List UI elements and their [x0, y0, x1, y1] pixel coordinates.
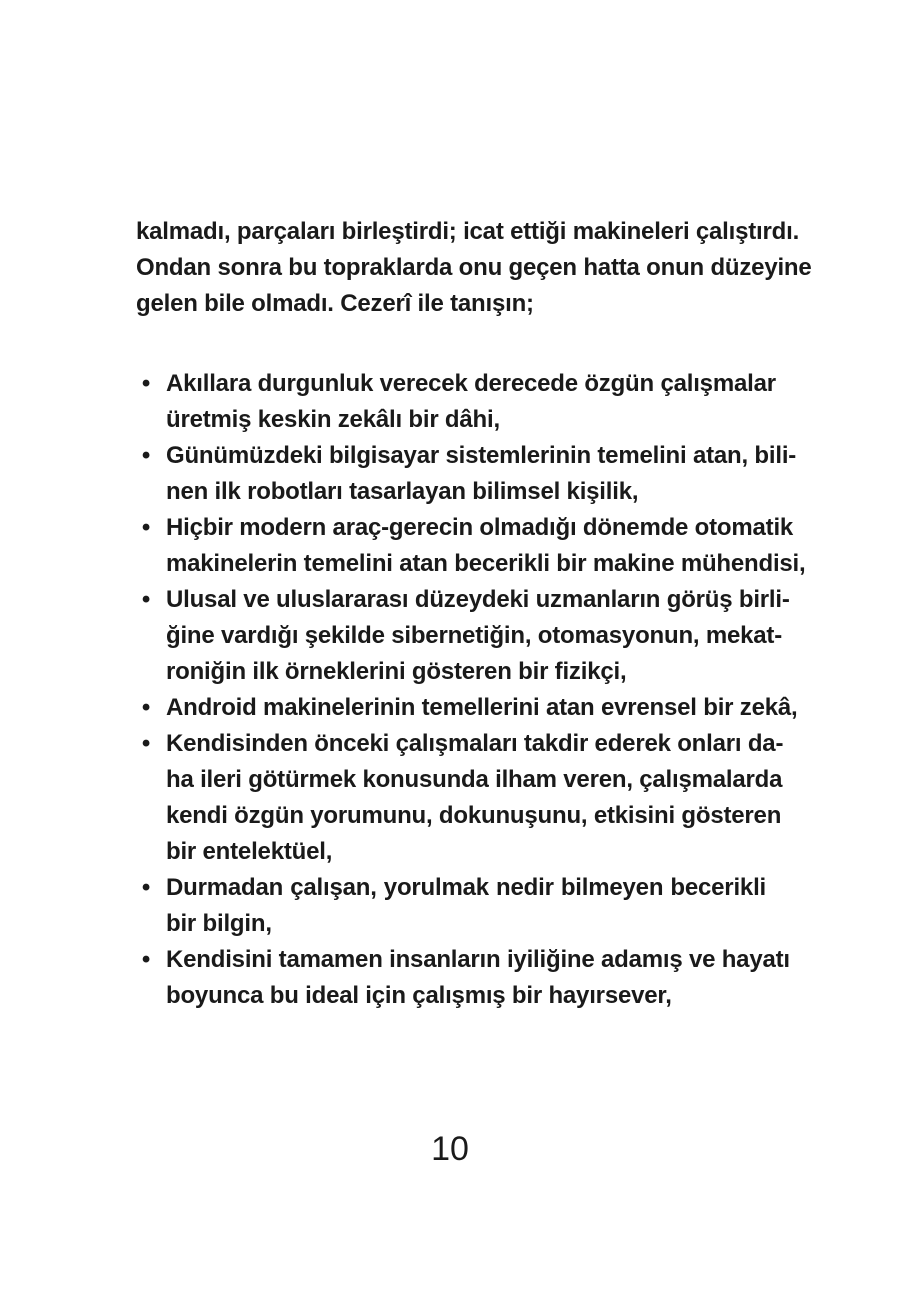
list-item-line: Ulusal ve uluslararası düzeydeki uzmanların görüş birli- [166, 586, 790, 613]
list-item-line: Akıllara durgunluk verecek derecede özgün çalışmalar [166, 370, 776, 397]
bullet-marker: • [141, 730, 151, 757]
bullet-marker: • [141, 874, 151, 901]
list-item [136, 582, 790, 690]
bullet-marker: • [141, 442, 151, 469]
intro-paragraph [136, 214, 812, 322]
list-item-line: kendi özgün yorumunu, dokunuşunu, etkisini gösteren [166, 802, 782, 829]
list-item [136, 870, 766, 942]
list-item [136, 510, 806, 582]
list-item-line: makinelerin temelini atan becerikli bir makine mühendisi, [166, 550, 806, 577]
intro-line: Ondan sonra bu topraklarda onu geçen hatta onun düzeyine [136, 254, 812, 281]
list-item-line: bir entelektüel, [166, 838, 333, 865]
list-item-line: Kendisinden önceki çalışmaları takdir ederek onları da- [166, 730, 784, 757]
intro-line: kalmadı, parçaları birleştirdi; icat ettiği makineleri çalıştırdı. [136, 218, 800, 245]
list-item [136, 726, 784, 870]
list-item-line: Kendisini tamamen insanların iyiliğine adamış ve hayatı [166, 946, 790, 973]
list-item-line: Durmadan çalışan, yorulmak nedir bilmeyen becerikli [166, 874, 766, 901]
list-item-line: nen ilk robotları tasarlayan bilimsel kişilik, [166, 478, 639, 505]
bullet-marker: • [141, 514, 151, 541]
list-item-line: boyunca bu ideal için çalışmış bir hayırsever, [166, 982, 672, 1009]
list-item-line: ha ileri götürmek konusunda ilham veren, çalışmalarda [166, 766, 783, 793]
bullet-list [136, 366, 806, 1014]
list-item-line: bir bilgin, [166, 910, 272, 937]
list-item [136, 942, 790, 1014]
list-item-line: roniğin ilk örneklerini gösteren bir fizikçi, [166, 658, 627, 685]
list-item [136, 438, 797, 510]
list-item-line: üretmiş keskin zekâlı bir dâhi, [166, 406, 500, 433]
list-item-line: Hiçbir modern araç-gerecin olmadığı dönemde otomatik [166, 514, 794, 541]
list-item [136, 690, 798, 726]
bullet-marker: • [141, 370, 151, 397]
list-item [136, 366, 776, 438]
list-item-line: Android makinelerinin temellerini atan evrensel bir zekâ, [166, 694, 798, 721]
intro-line: gelen bile olmadı. Cezerî ile tanışın; [136, 290, 534, 317]
bullet-marker: • [141, 694, 151, 721]
bullet-marker: • [141, 946, 151, 973]
list-item-line: Günümüzdeki bilgisayar sistemlerinin temelini atan, bili- [166, 442, 797, 469]
page-number: 10 [431, 1130, 469, 1168]
bullet-marker: • [141, 586, 151, 613]
list-item-line: ğine vardığı şekilde sibernetiğin, otomasyonun, mekat- [166, 622, 783, 649]
